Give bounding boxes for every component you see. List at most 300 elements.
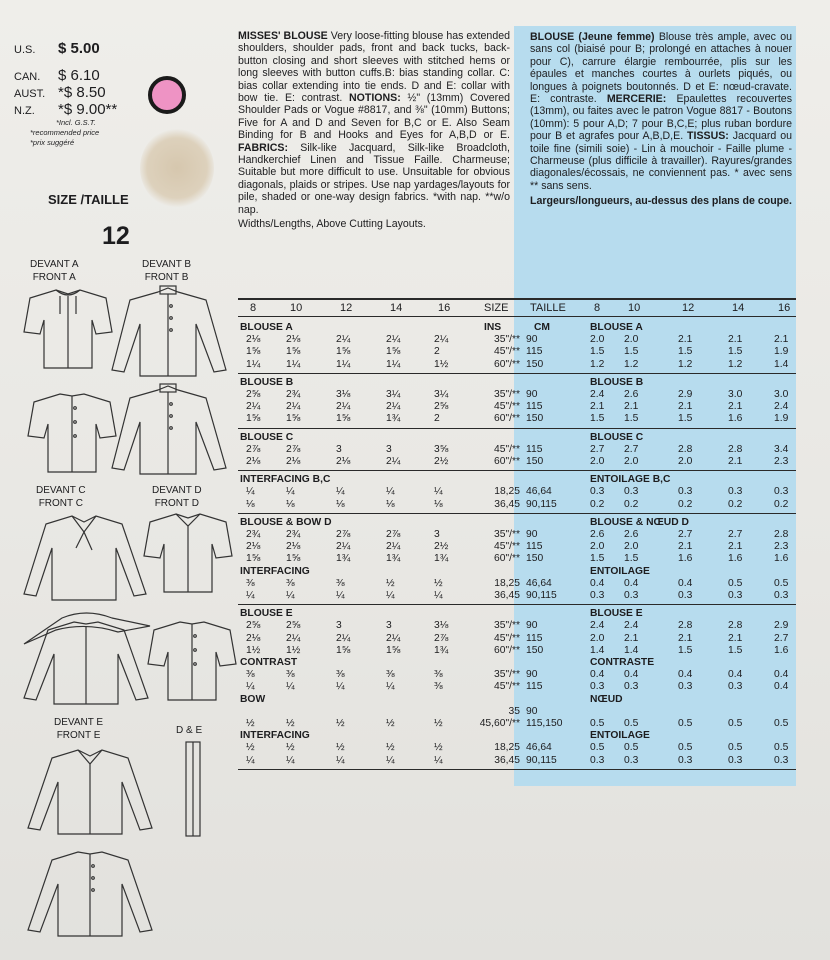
yardage-ins-value: 2¼	[336, 541, 351, 553]
yardage-ins-value: ¼	[434, 486, 443, 498]
yardage-ins-value: 1⅝	[386, 346, 401, 358]
yardage-m-value: 0.5	[774, 718, 789, 729]
yardage-ins-value: ½	[286, 718, 295, 729]
yardage-m-value: 2.8	[678, 620, 693, 632]
yardage-m-value: 2.7	[728, 529, 743, 540]
yardage-m-value: 0.2	[774, 498, 789, 510]
yardage-ins-value: 2½	[434, 541, 449, 553]
yardage-ins-value: 2¼	[386, 632, 401, 644]
yardage-m-value: 2.7	[590, 443, 605, 455]
fabric-width-ins: 60"/**	[494, 413, 520, 425]
yardage-ins-value: 3¼	[386, 389, 401, 400]
table-row	[238, 706, 796, 718]
table-divider	[238, 513, 796, 514]
fabric-width-ins: 35"/**	[494, 334, 520, 346]
table-row	[238, 334, 796, 346]
yardage-ins-value: ¼	[246, 754, 255, 766]
yardage-m-value: 1.5	[590, 413, 605, 425]
yardage-m-value: 1.5	[678, 644, 693, 656]
fabrics-title: FABRICS:	[238, 141, 289, 154]
yardage-m-value: 2.1	[590, 401, 605, 413]
table-row	[238, 529, 796, 541]
fabric-width-cm: 115	[526, 681, 543, 693]
table-section-row	[238, 608, 796, 620]
yardage-ins-value: ⅛	[286, 498, 295, 510]
yardage-ins-value: 2⅝	[286, 620, 301, 632]
header-taille-col: 14	[732, 302, 745, 314]
yardage-ins-value: 1½	[246, 644, 261, 656]
fabric-width-ins: 60"/**	[494, 456, 520, 467]
fabric-width-cm: 90	[526, 389, 538, 400]
yardage-ins-value: 1⅝	[286, 413, 301, 425]
yardage-ins-value: 1⅝	[386, 644, 401, 656]
mercerie-title: MERCERIE:	[606, 93, 667, 106]
fabric-width-ins: 45,60"/**	[479, 718, 520, 729]
yardage-ins-value: 2¼	[286, 401, 301, 413]
yardage-ins-value: 3¼	[434, 389, 449, 400]
yardage-ins-value: 2⅝	[246, 620, 261, 632]
table-row	[238, 413, 796, 425]
yardage-m-value: 0.3	[590, 590, 605, 601]
paper-stain	[140, 128, 214, 208]
fabric-width-ins: 60"/**	[494, 358, 520, 370]
yardage-ins-value: 2⅝	[246, 389, 261, 400]
table-row	[238, 681, 796, 693]
yardage-ins-value: ⅜	[246, 669, 255, 681]
yardage-ins-value: ¼	[386, 681, 395, 693]
yardage-m-value: 2.0	[624, 456, 639, 467]
yardage-ins-value: 1¼	[386, 358, 401, 370]
yardage-m-value: 2.3	[774, 541, 789, 553]
yardage-ins-value: ¼	[246, 590, 255, 601]
view-label-a: DEVANT A FRONT A	[30, 259, 79, 283]
french-description	[530, 31, 792, 208]
fabric-width-ins: 35"/**	[494, 669, 520, 681]
fabric-width-cm: 150	[526, 413, 544, 425]
title-fr: BLOUSE (Jeune femme)	[530, 31, 655, 43]
yardage-ins-value: 3	[434, 529, 440, 540]
yardage-ins-value: 3	[336, 443, 342, 455]
yardage-ins-value: 2⅛	[286, 456, 301, 467]
fabric-width-ins: 35	[508, 705, 520, 717]
yardage-ins-value: 2¼	[386, 456, 401, 467]
yardage-m-value: 2.0	[590, 541, 605, 553]
yardage-ins-value: 1¾	[386, 553, 401, 565]
yardage-m-value: 0.2	[590, 498, 605, 510]
section-label-fr: BLOUSE C	[590, 431, 644, 443]
yardage-m-value: 2.0	[590, 334, 605, 346]
yardage-m-value: 2.1	[678, 632, 693, 644]
yardage-m-value: 0.4	[590, 577, 605, 589]
blouse-e-front-illustration	[26, 742, 154, 838]
yardage-m-value: 0.4	[678, 577, 693, 589]
yardage-m-value: 2.0	[624, 541, 639, 553]
fabric-width-cm: 115	[526, 443, 543, 455]
unit-cm: CM	[534, 322, 551, 333]
yardage-m-value: 1.5	[624, 346, 639, 358]
view-label-d: DEVANT D FRONT D	[152, 485, 202, 509]
yardage-ins-value: ¼	[246, 681, 255, 693]
price-country: U.S.	[14, 44, 36, 56]
fabric-width-cm: 90,115	[526, 754, 557, 766]
header-size-col: 12	[340, 302, 353, 314]
yardage-m-value: 0.3	[678, 486, 693, 498]
yardage-ins-value: ¼	[434, 590, 443, 601]
fabric-width-ins: 60"/**	[494, 644, 520, 656]
yardage-ins-value: 2⅛	[286, 541, 301, 553]
section-label-fr: BLOUSE B	[590, 376, 644, 388]
size-value: 12	[102, 222, 130, 250]
yardage-ins-value: ¼	[386, 486, 395, 498]
yardage-ins-value: 2¾	[286, 389, 301, 400]
table-section-row	[238, 730, 796, 742]
yardage-ins-value: ¼	[336, 590, 345, 601]
yardage-ins-value: 1½	[286, 644, 301, 656]
yardage-m-value: 2.6	[590, 529, 605, 540]
yardage-ins-value: ¼	[286, 681, 295, 693]
yardage-m-value: 2.7	[624, 443, 639, 455]
price-value: *$ 9.00**	[58, 101, 118, 118]
price-row	[14, 84, 106, 101]
yardage-ins-value: 1⅝	[286, 553, 301, 565]
fabric-width-cm: 90	[526, 529, 538, 540]
yardage-ins-value: ½	[336, 718, 345, 729]
table-section-row	[238, 322, 796, 334]
yardage-m-value: 1.6	[678, 553, 693, 565]
table-header-row	[238, 302, 796, 314]
fabric-width-ins: 35"/**	[494, 389, 520, 400]
yardage-m-value: 2.4	[590, 389, 605, 400]
yardage-ins-value: ⅜	[286, 669, 295, 681]
yardage-ins-value: 1⅝	[246, 346, 261, 358]
table-divider	[238, 470, 796, 471]
yardage-m-value: 1.2	[678, 358, 693, 370]
fabric-width-ins: 36,45	[494, 590, 520, 601]
table-row	[238, 486, 796, 498]
table-row	[238, 541, 796, 553]
yardage-m-value: 0.2	[728, 498, 743, 510]
yardage-m-value: 0.2	[624, 498, 639, 510]
fabric-width-ins: 36,45	[494, 754, 520, 766]
yardage-ins-value: 2⅞	[434, 632, 449, 644]
yardage-m-value: 2.4	[590, 620, 605, 632]
yardage-ins-value: 3	[386, 620, 392, 632]
fabric-width-cm: 150	[526, 358, 544, 370]
yardage-ins-value: ⅛	[434, 498, 443, 510]
fabric-width-ins: 45"/**	[494, 632, 520, 644]
yardage-ins-value: ¼	[336, 754, 345, 766]
header-taille: TAILLE	[530, 302, 566, 314]
fabric-width-cm: 90	[526, 620, 538, 632]
blouse-a-back-illustration	[26, 388, 118, 478]
yardage-ins-value: 2¼	[336, 401, 351, 413]
section-label-fr: BLOUSE & NŒUD D	[590, 516, 689, 528]
yardage-m-value: 2.1	[678, 401, 693, 413]
yardage-ins-value: 1¼	[336, 358, 351, 370]
yardage-m-value: 0.4	[728, 669, 743, 681]
yardage-table	[238, 298, 796, 786]
fabric-width-cm: 150	[526, 644, 544, 656]
fabric-width-cm: 150	[526, 456, 544, 467]
yardage-ins-value: ¼	[286, 486, 295, 498]
yardage-m-value: 0.5	[624, 718, 639, 729]
yardage-m-value: 1.5	[624, 553, 639, 565]
fabric-width-ins: 35"/**	[494, 529, 520, 540]
yardage-ins-value: 2⅝	[434, 401, 449, 413]
yardage-ins-value: 1⅝	[336, 644, 351, 656]
yardage-ins-value: 2⅞	[336, 529, 351, 540]
yardage-ins-value: 2¼	[336, 334, 351, 346]
table-divider	[238, 316, 796, 317]
fabric-width-ins: 60"/**	[494, 553, 520, 565]
section-label-en: INTERFACING	[240, 565, 310, 577]
table-divider	[238, 373, 796, 374]
section-label-en: BLOUSE B	[240, 376, 294, 388]
table-row	[238, 620, 796, 632]
table-divider	[238, 298, 796, 300]
yardage-ins-value: 1⅝	[246, 413, 261, 425]
table-row	[238, 645, 796, 657]
yardage-ins-value: 2¼	[246, 401, 261, 413]
yardage-ins-value: ½	[336, 742, 345, 754]
yardage-ins-value: 1½	[434, 358, 449, 370]
yardage-ins-value: ½	[386, 718, 395, 729]
yardage-m-value: 0.3	[728, 590, 743, 601]
table-row	[238, 389, 796, 401]
tissus-title: TISSUS:	[687, 130, 729, 143]
notions-text: ½" (13mm) Covered Shoulder Pads or Vogue #8817, and ⅜" (10mm) Buttons; Five for A and D and Seven for B,C or E. Also Seam Binding for B and Hooks and Eyes for A,B,D or E.	[238, 92, 510, 142]
yardage-m-value: 3.0	[728, 389, 743, 400]
header-size-col: 8	[250, 302, 257, 314]
yardage-m-value: 2.1	[678, 541, 693, 553]
yardage-m-value: 0.2	[678, 498, 693, 510]
yardage-ins-value: ½	[386, 742, 395, 754]
header-taille-col: 8	[594, 302, 601, 314]
yardage-ins-value: ½	[246, 742, 255, 754]
mercerie-text: Epaulettes recouvertes (13mm), ou faites avec le patron Vogue 8817 - Boutons (10mm): 5 pour A,D; 7 pour B,C,E; plus ruban bordure pour B et agrafes pour A,B,D,E.	[530, 93, 792, 143]
price-footnote: *prix suggéré	[30, 138, 75, 147]
yardage-m-value: 0.5	[590, 718, 605, 729]
yardage-ins-value: 2¼	[336, 632, 351, 644]
yardage-ins-value: 2¼	[286, 632, 301, 644]
section-label-en: CONTRAST	[240, 657, 298, 668]
yardage-m-value: 1.2	[728, 358, 743, 370]
yardage-ins-value: ⅛	[246, 498, 255, 510]
yardage-ins-value: 3	[386, 443, 392, 455]
yardage-ins-value: ¼	[434, 754, 443, 766]
yardage-m-value: 1.6	[728, 553, 743, 565]
fabric-width-ins: 45"/**	[494, 681, 520, 693]
yardage-ins-value: ½	[286, 742, 295, 754]
yardage-m-value: 1.4	[774, 358, 789, 370]
fabric-width-ins: 18,25	[494, 577, 520, 589]
yardage-m-value: 0.4	[774, 681, 789, 693]
yardage-m-value: 1.2	[624, 358, 639, 370]
table-row	[238, 742, 796, 754]
yardage-m-value: 0.3	[728, 754, 743, 766]
desc-fr: Blouse très ample, avec ou sans col (biaisé pour B; prolongé en attaches à nouer pour C), carrure élargie rembourrée, plis sur les épaules et manches courtes à ourlets piqués, ou longues à poignets boutonnés. D et E: nœud-cravate. E: contraste.	[530, 31, 792, 106]
yardage-ins-value: 3⅛	[336, 389, 351, 400]
yardage-m-value: 1.5	[728, 346, 743, 358]
yardage-m-value: 1.5	[728, 644, 743, 656]
yardage-m-value: 2.8	[728, 620, 743, 632]
yardage-ins-value: 1⅝	[336, 413, 351, 425]
yardage-m-value: 2.7	[774, 632, 789, 644]
yardage-m-value: 2.0	[624, 334, 639, 346]
yardage-ins-value: ½	[386, 577, 395, 589]
yardage-m-value: 0.3	[624, 681, 639, 693]
price-row	[14, 40, 100, 57]
yardage-m-value: 2.6	[624, 389, 639, 400]
yardage-ins-value: ¼	[336, 681, 345, 693]
yardage-m-value: 1.5	[678, 413, 693, 425]
yardage-m-value: 0.4	[624, 577, 639, 589]
yardage-m-value: 2.9	[774, 620, 789, 632]
yardage-m-value: 1.6	[774, 644, 789, 656]
yardage-m-value: 1.5	[624, 413, 639, 425]
yardage-m-value: 1.5	[590, 346, 605, 358]
price-row	[14, 67, 100, 84]
blouse-d-back-illustration	[146, 616, 238, 706]
yardage-m-value: 0.3	[624, 486, 639, 498]
fabric-width-cm: 115	[526, 541, 543, 553]
price-value: *$ 8.50	[58, 84, 106, 101]
table-section-row	[238, 657, 796, 669]
table-row	[238, 755, 796, 767]
table-divider	[238, 604, 796, 605]
fabric-width-ins: 45"/**	[494, 401, 520, 413]
yardage-ins-value: ⅜	[246, 577, 255, 589]
yardage-ins-value: 2¼	[386, 401, 401, 413]
desc-en: Very loose-fitting blouse has extended shoulders, shoulder pads, front and back tucks, back-button closing and short sleeves with stitched hems or long sleeves with button cuffs.B: bias standing collar. C: bias collar extending into tie ends. D and E: collar with bow tie. E: contrast.	[238, 30, 510, 105]
yardage-ins-value: 2⅛	[246, 541, 261, 553]
color-dot	[148, 76, 186, 114]
table-row	[238, 444, 796, 456]
yardage-m-value: 0.5	[728, 577, 743, 589]
fabric-width-cm: 90,115	[526, 498, 557, 510]
fabric-width-cm: 46,64	[526, 577, 552, 589]
yardage-ins-value: 2½	[434, 456, 449, 467]
yardage-m-value: 0.4	[774, 669, 789, 681]
yardage-m-value: 0.4	[624, 669, 639, 681]
yardage-ins-value: ½	[434, 742, 443, 754]
header-taille-col: 12	[682, 302, 695, 314]
fabric-width-ins: 35"/**	[494, 620, 520, 632]
yardage-ins-value: 2⅛	[246, 334, 261, 346]
price-value: $ 5.00	[58, 40, 100, 57]
yardage-ins-value: ¼	[336, 486, 345, 498]
fabric-width-ins: 45"/**	[494, 541, 520, 553]
yardage-m-value: 2.1	[624, 632, 639, 644]
yardage-m-value: 0.5	[678, 742, 693, 754]
yardage-ins-value: ⅜	[336, 577, 345, 589]
blouse-e-back-illustration	[26, 844, 154, 940]
table-row	[238, 359, 796, 371]
table-row	[238, 456, 796, 468]
yardage-ins-value: ⅛	[336, 498, 345, 510]
table-section-row	[238, 566, 796, 578]
yardage-ins-value: ⅛	[386, 498, 395, 510]
yardage-m-value: 0.5	[678, 718, 693, 729]
yardage-ins-value: 2⅛	[246, 456, 261, 467]
yardage-m-value: 2.1	[728, 632, 743, 644]
yardage-m-value: 1.6	[774, 553, 789, 565]
yardage-ins-value: 1⅝	[336, 346, 351, 358]
yardage-m-value: 1.5	[678, 346, 693, 358]
price-country: N.Z.	[14, 105, 35, 117]
blouse-e-back-with-bow-illustration	[22, 608, 152, 708]
largeurs-note: Largeurs/longueurs, au-dessus des plans de coupe.	[530, 195, 792, 208]
fabric-width-cm: 90	[526, 334, 538, 346]
yardage-ins-value: 2⅛	[336, 456, 351, 467]
yardage-m-value: 0.4	[678, 669, 693, 681]
yardage-m-value: 0.5	[774, 577, 789, 589]
yardage-m-value: 2.1	[728, 456, 743, 467]
fabric-width-cm: 46,64	[526, 742, 552, 754]
price-country: AUST.	[14, 88, 46, 100]
yardage-ins-value: 1¾	[336, 553, 351, 565]
yardage-m-value: 1.9	[774, 346, 789, 358]
header-size: SIZE	[484, 302, 509, 314]
fabric-width-ins: 45"/**	[494, 443, 520, 455]
yardage-m-value: 2.0	[590, 632, 605, 644]
bow-tie-piece-illustration	[180, 740, 208, 840]
yardage-m-value: 2.9	[678, 389, 693, 400]
unit-ins: INS	[484, 322, 502, 333]
view-label-c: DEVANT C FRONT C	[36, 485, 86, 509]
section-label-fr: ENTOILAGE B,C	[590, 474, 671, 486]
yardage-ins-value: ⅜	[434, 681, 443, 693]
view-label-b: DEVANT B FRONT B	[142, 259, 192, 283]
yardage-m-value: 0.3	[728, 486, 743, 498]
section-label-fr: ENTOILAGE	[590, 730, 650, 742]
table-row	[238, 669, 796, 681]
yardage-m-value: 0.3	[774, 590, 789, 601]
fabric-width-cm: 90	[526, 669, 538, 681]
table-section-row	[238, 432, 796, 444]
yardage-ins-value: ⅜	[286, 577, 295, 589]
yardage-ins-value: 1¾	[386, 413, 401, 425]
yardage-ins-value: ⅜	[336, 669, 345, 681]
blouse-a-short-sleeve-illustration	[22, 284, 114, 374]
yardage-m-value: 2.1	[728, 401, 743, 413]
yardage-ins-value: 2⅛	[286, 334, 301, 346]
yardage-m-value: 1.5	[590, 553, 605, 565]
yardage-ins-value: 2⅛	[246, 632, 261, 644]
view-label-de: D & E	[176, 725, 203, 736]
fabric-width-ins: 45"/**	[494, 346, 520, 358]
yardage-ins-value: ¼	[386, 754, 395, 766]
section-label-fr: BLOUSE A	[590, 322, 643, 333]
yardage-m-value: 0.3	[774, 754, 789, 766]
table-divider	[238, 428, 796, 429]
yardage-ins-value: 2¾	[286, 529, 301, 540]
yardage-m-value: 0.3	[774, 486, 789, 498]
section-label-fr: CONTRASTE	[590, 657, 655, 668]
yardage-ins-value: 1⅝	[246, 553, 261, 565]
yardage-ins-value: 1¼	[246, 358, 261, 370]
yardage-m-value: 2.1	[624, 401, 639, 413]
fabrics-text: Silk-like Jacquard, Silk-like Broadcloth, Handkerchief Linen and Tissue Faille. Charmeuse; Suitable but more difficult to use. Unsuitable for obvious diagonals, plaids or stripes. Use nap yardages/layouts for pile, shaded or one-way design fabrics. *with nap. **w/o nap.	[238, 141, 510, 216]
header-size-col: 10	[290, 302, 303, 314]
section-label-fr: NŒUD	[590, 693, 623, 705]
section-label-en: BOW	[240, 693, 266, 705]
price-country: CAN.	[14, 71, 41, 83]
yardage-m-value: 0.3	[590, 681, 605, 693]
blouse-d-short-sleeve-illustration	[142, 508, 234, 598]
yardage-m-value: 0.5	[728, 718, 743, 729]
section-label-fr: BLOUSE E	[590, 608, 643, 620]
